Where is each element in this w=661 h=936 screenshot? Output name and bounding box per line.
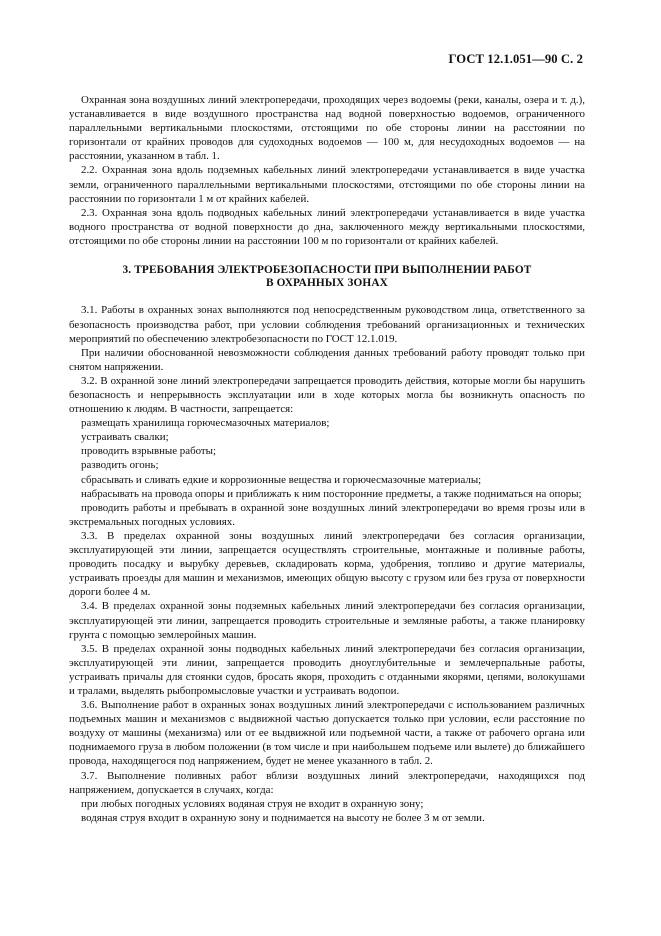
list-item: набрасывать на провода опоры и приближать к ним посторонние предметы, а также подниматься на опоры; xyxy=(81,487,582,500)
paragraph-3-4: 3.4. В пределах охранной зоны подземных кабельных линий электропередачи без согласия организации, эксплуатирующей эти линии, запрещается проводить строительные и земляные работы, а также планировку грунта с помощью землеройных машин. xyxy=(69,600,585,641)
paragraph-3-2: 3.2. В охранной зоне линий электропередачи запрещается проводить действия, которые могли бы нарушить безопасность и непрерывность эксплуатации или в ходе которых могла бы возникнуть опасность по отношению к людям. В частности, запрещается: xyxy=(69,374,585,416)
paragraph-3-5: 3.5. В пределах охранной зоны подводных кабельных линий электропередачи без согласия организации, эксплуатирующей эти линии, запрещается проводить дноуглубительные и землечерпальные работы, устраивать причалы для стоянки судов, бросать якоря, проходить с отданными якорями, цепями, волокушами и тралами, выделять рыбопромысловые участки и устраивать водопои. xyxy=(69,642,585,697)
section-3-title xyxy=(69,264,585,290)
section-3-title-line-2: В ОХРАННЫХ ЗОНАХ xyxy=(266,277,388,290)
paragraph-3-1: 3.1. Работы в охранных зонах выполняются под непосредственным руководством лица, ответственного за безопасность производства работ, при условии соблюдения требований организационных и технических мероприятий по обеспечению электробезопасности по ГОСТ 12.1.019. xyxy=(69,304,585,345)
paragraph-3-7: 3.7. Выполнение поливных работ вблизи воздушных линий электропередачи, находящихся под напряжением, допускается в случаях, когда: xyxy=(69,769,585,796)
list-item: разводить огонь; xyxy=(81,459,159,472)
section-3-title-line-1: 3. ТРЕБОВАНИЯ ЭЛЕКТРОБЕЗОПАСНОСТИ ПРИ ВЫПОЛНЕНИИ РАБОТ xyxy=(122,264,532,277)
list-item: устраивать свалки; xyxy=(81,431,169,444)
list-item: сбрасывать и сливать едкие и коррозионные вещества и горючесмазочные материалы; xyxy=(81,473,482,486)
paragraph-3-6: 3.6. Выполнение работ в охранных зонах воздушных линий электропередачи с использованием различных подъемных машин и механизмов с выдвижной частью допускается только при условии, если расстояние по воздуху от машины (механизма) или от ее выдвижной или подъемной части, а также от рабочего органа или поднимаемого груза в любом положении (в том числе и при наибольшем подъеме или вылете) до ближайшего провода, находящегося под напряжением, будет не менее указанного в табл. 2. xyxy=(69,699,585,768)
list-item: проводить взрывные работы; xyxy=(81,445,217,458)
list-item: размещать хранилища горючесмазочных материалов; xyxy=(81,417,330,430)
paragraph-3-3: 3.3. В пределах охранной зоны воздушных линий электропередачи без согласия организации, эксплуатирующей эти линии, запрещается осуществлять строительные, монтажные и поливные работы, проводить посадку и вырубку деревьев, складировать корма, удобрения, топливо и другие материалы, устраивать проезды для машин и механизмов, имеющих общую высоту с грузом или без груза от поверхности дороги более 4 м. xyxy=(69,529,585,599)
page-header: ГОСТ 12.1.051—90 С. 2 xyxy=(448,52,583,66)
list-item: проводить работы и пребывать в охранной зоне воздушных линий электропередачи во время грозы или в экстремальных погодных условиях. xyxy=(69,501,585,528)
list-item: водяная струя входит в охранную зону и поднимается на высоту не более 3 м от земли. xyxy=(81,811,485,824)
paragraph-2-3: 2.3. Охранная зона вдоль подводных кабельных линий электропередачи устанавливается в виде участка водного пространства от водной поверхности до дна, заключенного между вертикальными плоскостями, отстоящими по обе стороны линии на расстоянии 100 м по горизонтали от крайних кабелей. xyxy=(69,206,585,247)
list-item: при любых погодных условиях водяная струя не входит в охранную зону; xyxy=(81,797,424,810)
paragraph-3-1-note: При наличии обоснованной невозможности соблюдения данных требований работу проводят только при снятом напряжении. xyxy=(69,346,585,373)
document-body xyxy=(69,93,585,825)
paragraph-2-2: 2.2. Охранная зона вдоль подземных кабельных линий электропередачи устанавливается в виде участка земли, ограниченного параллельными вертикальными плоскостями, отстоящими по обе стороны линии на расстоянии по горизонтали 1 м от крайних кабелей. xyxy=(69,164,585,205)
paragraph-2-1-continued: Охранная зона воздушных линий электропередачи, проходящих через водоемы (реки, каналы, озера и т. д.), устанавливается в виде воздушного пространства над водной поверхностью водоемов, ограниченного параллельными вертикальными плоскостями, отстоящими по обе стороны линии на расстоянии по горизонтали от крайних проводов для судоходных водоемов — 100 м, для несудоходных водоемов — на расстоянии, указанном в табл. 1. xyxy=(69,94,585,163)
